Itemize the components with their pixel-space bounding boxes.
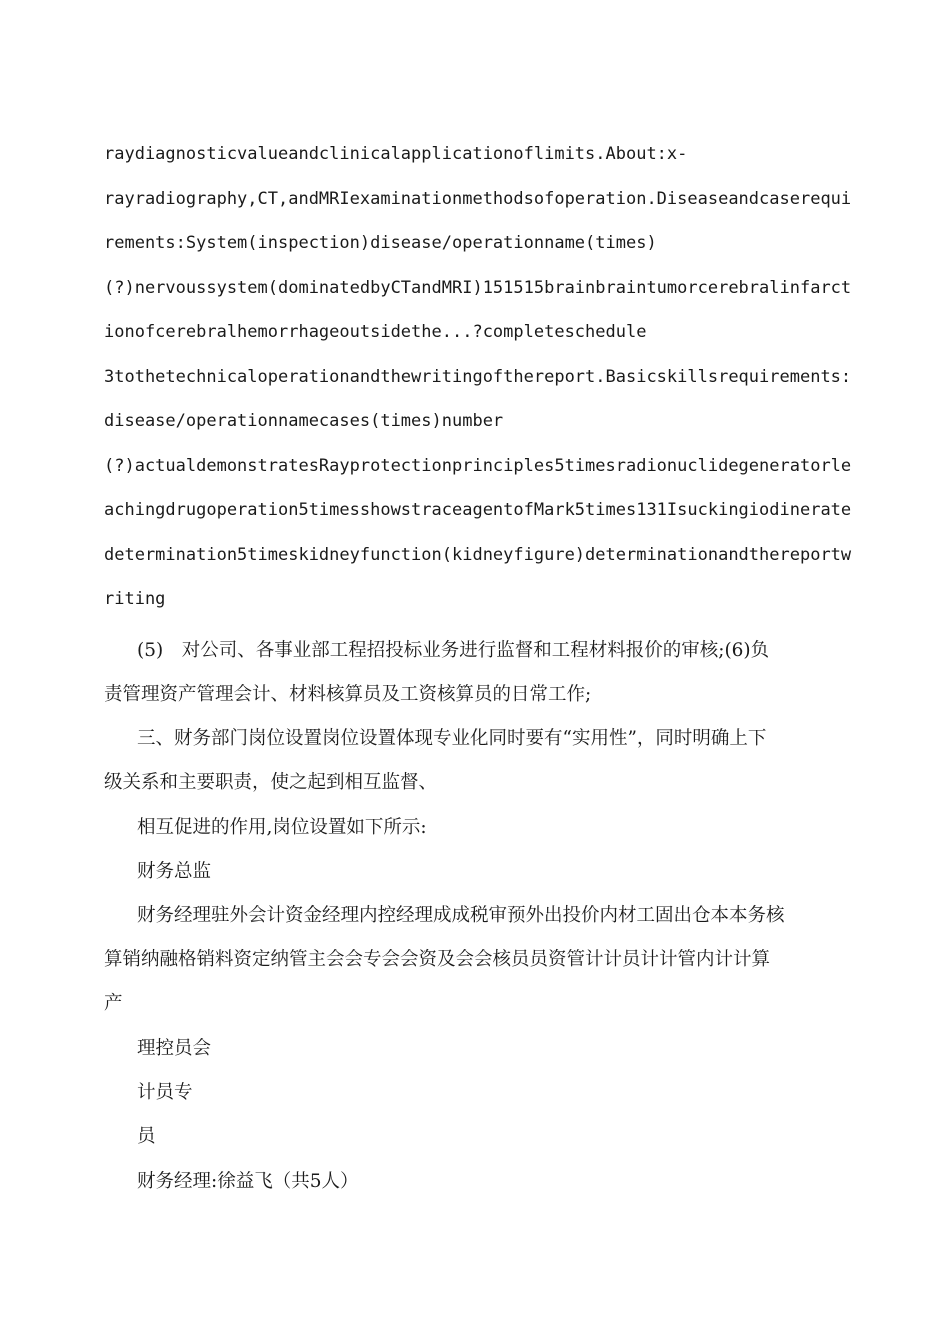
text-line: (?)actualdemonstratesRayprotectionprinciples5timesradionuclidegeneratorle: [104, 455, 852, 476]
text-line: 三、财务部门岗位设置岗位设置体现专业化同时要有“实用性”，同时明确上下: [137, 728, 767, 749]
english-text-block: [104, 132, 852, 622]
text-line: 财务总监: [137, 861, 212, 882]
position-list-continued: [104, 1027, 854, 1159]
text-line: 算销纳融格销料资定纳管主会会专会会资及会会核员员资管计计员计计管内计计算: [104, 949, 771, 970]
text-line: 产: [104, 993, 123, 1014]
finance-manager-line: [104, 1160, 854, 1204]
text-line: 财务经理:徐益飞（共5人）: [137, 1171, 359, 1192]
text-line: rayradiography,CT,andMRIexaminationmethodsofoperation.Diseaseandcaserequi: [104, 188, 852, 209]
text-line: achingdrugoperation5timesshowstraceagentofMark5times131Isuckingiodinerate: [104, 500, 852, 520]
text-line: determination5timeskidneyfunction(kidneyfigure)determinationandthereportw: [104, 544, 852, 565]
text-line: disease/operationnamecases(times)number: [104, 411, 504, 431]
paragraph-mutual-promotion: [104, 806, 854, 850]
text-line: 财务经理驻外会计资金经理内控经理成成税审预外出投价内材工固出仓本本务核: [137, 905, 785, 926]
paragraph-position-setup: [104, 717, 854, 805]
text-line: rements:System(inspection)disease/operationname(times): [104, 233, 657, 253]
paragraph-position-list: [104, 894, 854, 1026]
text-line: 相互促进的作用,岗位设置如下所示:: [137, 817, 427, 838]
paragraph-audit-duties: [104, 629, 854, 717]
heading-finance-director: [104, 850, 854, 894]
text-line: raydiagnosticvalueandclinicalapplicationoflimits.About:x-: [104, 144, 688, 164]
text-line: (5) 对公司、各事业部工程招投标业务进行监督和工程材料报价的审核;(6)负: [137, 640, 770, 661]
text-line: riting: [104, 589, 166, 609]
text-line: ionofcerebralhemorrhageoutsidethe...?completeschedule: [104, 322, 647, 342]
text-line: 3tothetechnicaloperationandthewritingofthereport.Basicskillsrequirements:: [104, 366, 852, 387]
text-line: 员: [137, 1126, 156, 1147]
text-line: (?)nervoussystem(dominatedbyCTandMRI)151515brainbraintumorcerebralinfarct: [104, 277, 852, 298]
text-line: 责管理资产管理会计、材料核算员及工资核算员的日常工作;: [104, 684, 592, 705]
text-line: 计员专: [137, 1082, 193, 1103]
text-line: 级关系和主要职责，使之起到相互监督、: [104, 772, 438, 793]
text-line: 理控员会: [137, 1038, 212, 1059]
